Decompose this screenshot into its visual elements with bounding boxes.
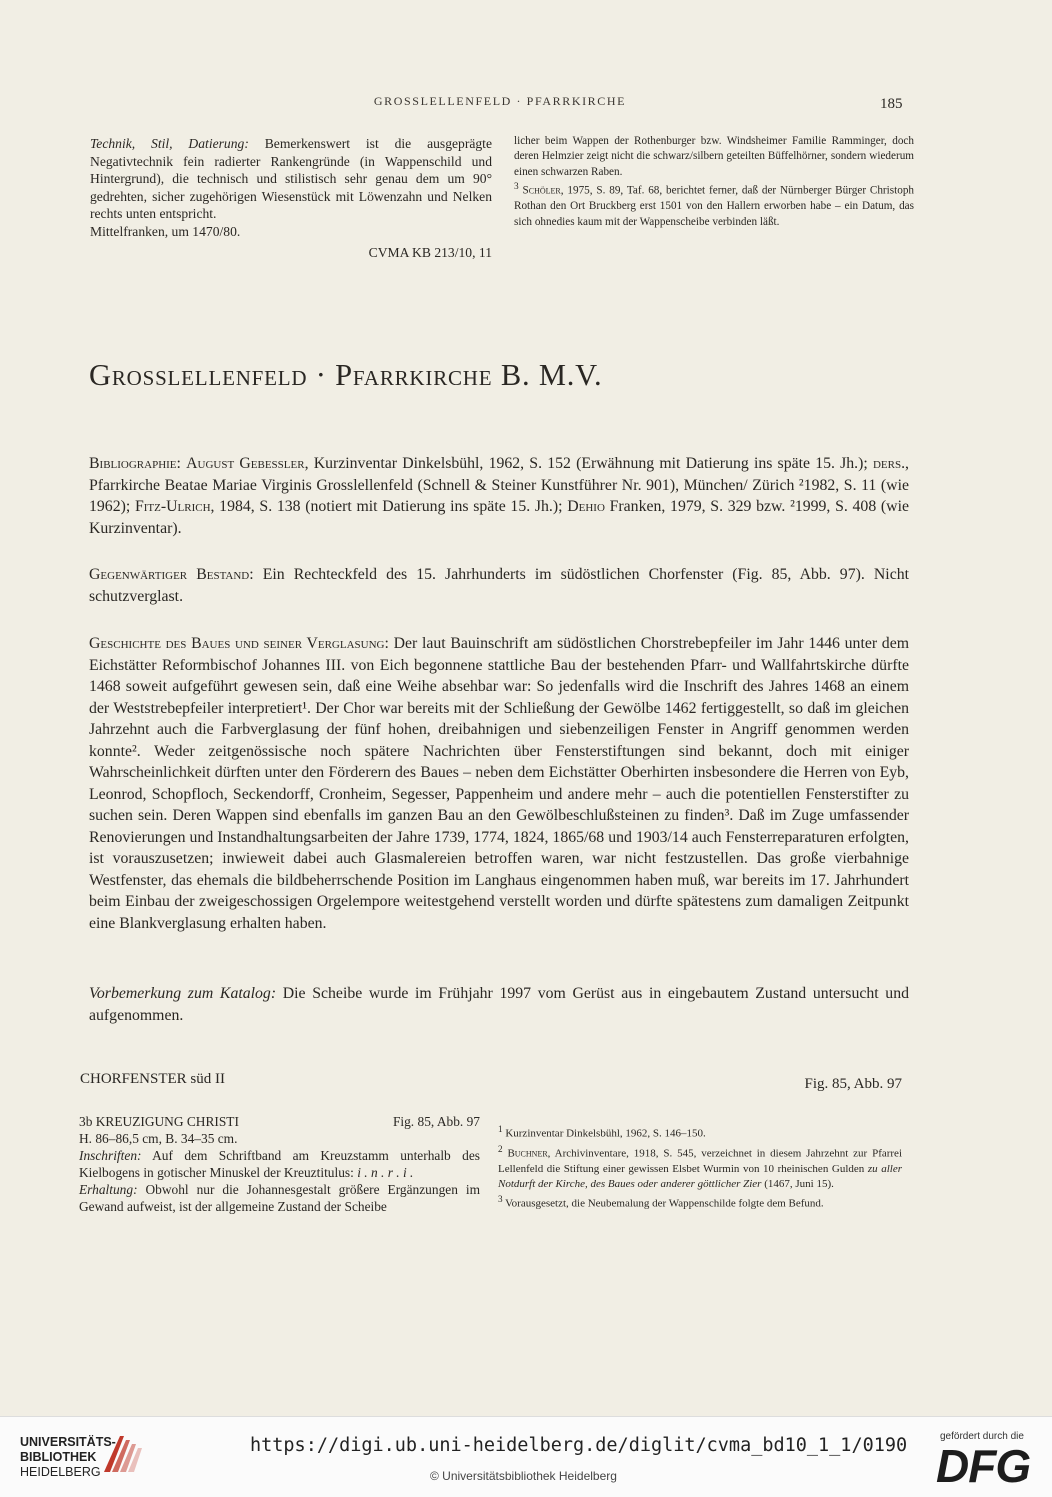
citation-text: Franken, 1979, S. 329 bzw. ²1999, S. 408 (wie Kurzinventar). [89,498,909,537]
footnote-1 [498,1122,902,1142]
citation-text: , 1984, S. 138 (notiert mit Datierung ins späte 15. Jh.); [210,498,568,515]
chorfenster-label: CHORFENSTER süd II [80,1071,226,1087]
technik-paragraph [90,135,492,261]
author-name: August Gebessler [186,455,305,472]
erhaltung-label: Erhaltung: [79,1182,138,1197]
bestand-paragraph [89,564,909,607]
footnote-cont-text: licher beim Wappen der Rothenburger bzw. Windsheimer Familie Ramminger, doch deren Helmzier zeigt nicht die schwarz/silbern geteilten Büffelhörner, sondern wiederum einen schwarzen Raben. [514,135,914,178]
vorbemerkung-text: Die Scheibe wurde im Frühjahr 1997 vom Gerüst aus in eingebautem Zustand untersucht und aufgenommen. [89,985,910,1024]
citation-text: , Pfarrkirche Beatae Mariae Virginis Grosslellenfeld (Schnell & Steiner Kunstführer Nr. 901), München/ Zürich ²1982, S. 11 (wie 1962); [89,455,909,515]
footnote-text: , Archivinventare, 1918, S. 545, verzeichnet in diesem Jahrzehnt zur Pfarrei Lellenfeld die Stiftung einer gewissen Elsbet Wurmin von 10 rheinischen Gulden [498,1147,903,1175]
library-name-line: BIBLIOTHEK [20,1450,97,1464]
footnotes [498,1122,902,1212]
running-head: GROSSLELLENFELD · PFARRKIRCHE [373,94,627,108]
footnote-number: 3 [498,1194,503,1205]
footnote-text-end: (1467, Juni 15). [761,1177,834,1190]
permalink-url[interactable]: https://digi.ub.uni-heidelberg.de/diglit/cvma_bd10_1_1/0190 [250,1435,908,1456]
inschriften-text: Auf dem Schriftband am Kreuzstamm unterhalb des Kielbogens in gotischer Minuskel der Kreuztitulus: [79,1148,480,1180]
cvma-reference: CVMA KB 213/10, 11 [368,244,492,260]
technik-text: Bemerkenswert ist die ausgeprägte Negativtechnik fein radierter Rankengründe (in Wappenschild und Hintergrund), die technisch und stilistisch sehr genau dem um 90° gedrehten, sicher zugehörigen Wiesenstück mit Löwenzahn und Nelken rechts unten entspricht. [90,136,492,222]
vorbemerkung-paragraph [89,983,909,1026]
footnote-text: Kurzinventar Dinkelsbühl, 1962, S. 146–150. [505,1127,706,1140]
citation-text: , Kurzinventar Dinkelsbühl, 1962, S. 152 (Erwähnung mit Datierung ins späte 15. Jh.); [304,455,873,472]
footnote-author: Buchner [507,1147,548,1160]
bibliographie-paragraph [89,453,909,539]
geschichte-paragraph [89,633,909,934]
entry-title: 3b KREUZIGUNG CHRISTI [79,1114,239,1129]
footnote-number: 2 [498,1143,503,1154]
footnote-author: Schöler [522,184,561,197]
technik-label: Technik, Stil, Datierung: [90,136,249,151]
author-name: Fitz-Ulrich [134,498,211,515]
copyright-notice: © Universitätsbibliothek Heidelberg [430,1469,617,1483]
library-emblem-icon [100,1430,146,1476]
bestand-text: Ein Rechteckfeld des 15. Jahrhunderts im südöstlichen Chorfenster (Fig. 85, Abb. 97). Nicht schutzverglast. [89,566,909,605]
vorbemerkung-label: Vorbemerkung zum Katalog: [89,985,277,1002]
viewer-footer [0,1416,1052,1497]
funding-note: gefördert durch die [940,1431,1024,1442]
footnote-3 [498,1192,902,1212]
bibliographie-label: Bibliographie: [89,455,181,472]
footnote-quote: zu aller Notdurft der Kirche, des Baues oder anderer göttlicher Zier [498,1162,902,1190]
geschichte-text: Der laut Bauinschrift am südöstlichen Chorstrebepfeiler im Jahr 1446 unter dem Eichstätter Reformbischof Johannes III. von Eich begonnene stattliche Bau der bestehenden Pfarr- und Wallfahrtskirche dürfte 1468 soweit aufgeführt gewesen sein, daß eine Weihe absehbar war: So jedenfalls wird die Inschrift des Jahres 1468 an einem der Weststrebepfeiler interpretiert¹. Der Chor war bereits mit der Schließung der Gewölbe 1462 fertiggestellt, so daß im gleichen Jahrzehnt auch die Farbverglasung der fünf hohen, dreibahnigen und siebenzeiligen Fenster in Angriff genommen werden konnte². Weder zeitgenössische noch spätere Nachrichten über Fensterstiftungen sind bekannt, doch mit einiger Wahrscheinlichkeit dürften unter den Förderern des Baues – neben dem Eichstätter Oberhirten insbesondere die Herren von Eyb, Leonrod, Schopfloch, Seckendorff, Cronheim, Segesser, Pappenheim und andere mehr – auch die potentiellen Fensterstifter zu suchen sein. Deren Wappen sind ebenfalls im ganzen Bau an den Gewölbeschlußsteinen zu finden³. Daß im Zuge umfassender Renovierungen und Instandhaltungsarbeiten der Jahre 1739, 1774, 1824, 1865/68 und 1903/14 auch Fensterreparaturen erfolgten, ist vorauszusetzen; inwieweit dabei auch Glasmalereien betroffen waren, war nicht festzustellen. Das große vierbahnige Westfenster, das ehemals die bildbeherrschende Position im Langhaus eingenommen haben muß, war bereits im 17. Jahrhundert beim Einbau der zweigeschossigen Orgelempore weitestgehend verstellt worden und dürfte spätestens zum damaligen Zeitpunkt eine Blankverglasung erhalten haben. [89,635,909,932]
entry-figure-ref: Fig. 85, Abb. 97 [392,1114,480,1129]
bestand-label: Gegenwärtiger Bestand: [89,566,254,583]
footnote-number: 1 [498,1124,503,1134]
dfg-logo[interactable]: DFG [936,1440,1031,1492]
section-title: Grosslellenfeld · Pfarrkirche B. M.V. [89,358,603,392]
library-name-line: HEIDELBERG [20,1465,101,1479]
footnote-text: Vorausgesetzt, die Neubemalung der Wappenschilde folgte dem Befund. [505,1197,824,1210]
author-name: ders. [872,455,906,472]
erhaltung-text: Obwohl nur die Johannesgestalt größere Ergänzungen im Gewand aufweist, ist der allgemeine Zustand der Scheibe [79,1182,480,1214]
footnote-number: 3 [514,182,519,193]
catalog-entry [79,1113,480,1215]
author-name: Dehio [567,498,605,515]
page-number: 185 [880,96,903,112]
footnote-2 [498,1142,902,1192]
footnote-continuation [514,134,914,230]
inschriften-label: Inschriften: [79,1148,142,1163]
entry-dimensions: H. 86–86,5 cm, B. 34–35 cm. [79,1131,238,1146]
library-name-line: UNIVERSITÄTS- [20,1435,116,1449]
date-line: Mittelfranken, um 1470/80. [90,223,241,239]
footnote-text: , 1975, S. 89, Taf. 68, berichtet ferner, daß der Nürnberger Bürger Christoph Rothan den Ort Bruckberg erst 1501 von den Hallern erworben habe – ein Datum, das sich ohnedies kaum mit der Wappenscheibe verbinden läßt. [514,184,915,228]
titulus-text: i . n . r . i . [357,1165,414,1180]
geschichte-label: Geschichte des Baues und seiner Verglasung: [89,635,389,652]
chorfenster-figure-ref: Fig. 85, Abb. 97 [804,1076,902,1092]
